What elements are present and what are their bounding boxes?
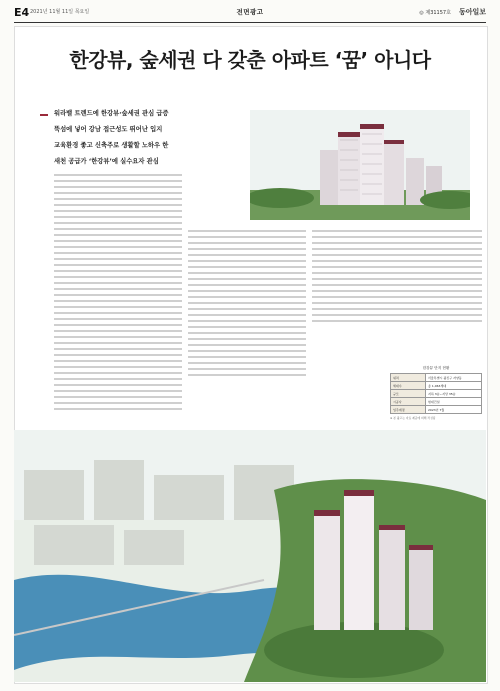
infobox-key: 위치 [391, 374, 426, 382]
subhead-3: 교육환경 좋고 신축주로 생활할 노하우 한 [54, 142, 169, 149]
project-info-box [390, 366, 482, 420]
infobox-value: 현대건설 [426, 398, 482, 406]
subhead-2: 뚝섬에 넣어 강남 접근성도 뛰어난 입지 [54, 126, 163, 133]
subhead-1: 워라밸 트렌드에 한강뷰·숲세권 관심 급증 [54, 110, 169, 117]
infobox-value: 서울특별시 광진구 자양동 [426, 374, 482, 382]
apartment-towers-image [250, 110, 470, 220]
infobox-table [390, 373, 482, 414]
issue-number: ◎ 제31157호 [419, 9, 451, 16]
masthead-logo: 동아일보 [458, 8, 486, 16]
aerial-rendering-bottom [14, 430, 486, 682]
article-column-2 [188, 228, 306, 380]
infobox-value: 지하 3층~지상 35층 [426, 390, 482, 398]
aerial-river-towers-image [14, 430, 486, 682]
table-row [391, 406, 482, 414]
ad-headline: 한강뷰, 숲세권 다 갖춘 아파트 ‘꿈’ 아니다 [69, 48, 431, 72]
infobox-value: 2023년 7월 [426, 406, 482, 414]
infobox-key: 규모 [391, 390, 426, 398]
decorative-rule-left [40, 114, 48, 116]
article-column-3 [312, 228, 482, 326]
subhead-4: 새천 공급가 ‘한강뷰’에 실수요자 관심 [54, 158, 159, 165]
page-number: E4 [14, 6, 30, 19]
masthead-group [419, 7, 486, 17]
infobox-value: 총 1,063세대 [426, 382, 482, 390]
table-row [391, 390, 482, 398]
infobox-key: 시공사 [391, 398, 426, 406]
section-title: 전면광고 [236, 8, 264, 16]
table-row [391, 382, 482, 390]
table-row [391, 398, 482, 406]
infobox-key: 입주예정 [391, 406, 426, 414]
dateline: 2021년 11월 11일 목요일 [30, 9, 90, 15]
infobox-footnote: ※ 본 광고는 자료 제공에 의해 작성됨 [390, 416, 436, 420]
header-rule [14, 22, 486, 23]
subheads-block [54, 108, 244, 172]
infobox-title: 한강뷰 단지 현황 [422, 366, 450, 370]
infobox-key: 세대수 [391, 382, 426, 390]
apartment-rendering-top [250, 110, 470, 220]
table-row [391, 374, 482, 382]
page-header [0, 0, 500, 26]
